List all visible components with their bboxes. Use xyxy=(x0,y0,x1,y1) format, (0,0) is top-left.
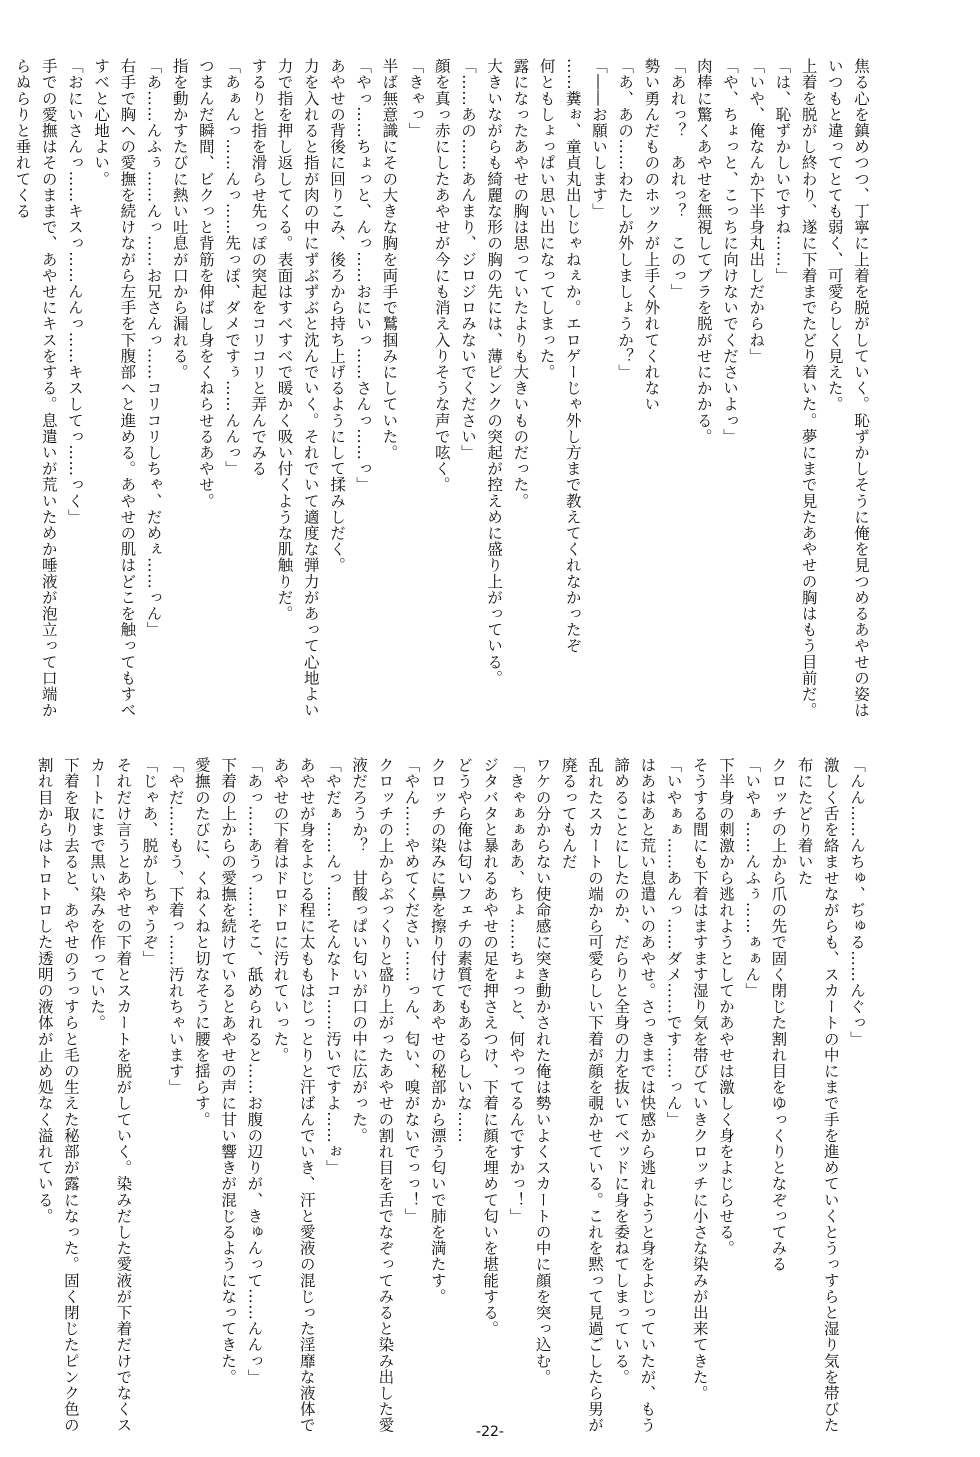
page-number: -22- xyxy=(476,1424,504,1440)
text-line: それだけ言うとあやせの下着とスカートを脱がしていく。染みだした愛液が下着だけでなくス xyxy=(114,757,133,1434)
text-line: 半ば無意識にその大きな胸を両手で鷲掴みにしていた。 xyxy=(380,58,399,461)
text-line: 何ともしょっぱい思い出になってしまった。 xyxy=(537,58,556,380)
text-line: 下着の上からの愛撫を続けているとあやせの声に甘い響きが混じるようになってきた。 xyxy=(219,757,238,1385)
text-line: あやせの下着はドロドロに汚れていった。 xyxy=(271,757,290,1063)
text-line: あやせが身をよじる程に太ももはじっとりと汗ばんでいき、汗と愛液の混じった淫靡な液体で xyxy=(297,757,316,1434)
text-line: 下着を取り去ると、あやせのうっすらと毛の生えた秘部が露になった。固く閉じたピンク色の xyxy=(61,757,80,1434)
text-line: 力を入れると指が肉の中にずぶずぶと沈んでいく。それでいて適度な弾力があって心地よい xyxy=(301,58,320,719)
text-line: らぬらりと垂れてくる xyxy=(13,58,32,219)
text-line: ……糞ぉ、童貞丸出しじゃねぇか。エロゲーじゃ外し方まで教えてくれなかったぞ xyxy=(563,58,582,654)
text-line: 「きゃっ」 xyxy=(406,58,425,139)
text-line: 「は、恥ずかしいですね……」 xyxy=(773,58,792,284)
text-line: そうする間にも下着はますます湿り気を帯びていきクロッチに小さな染みが出来てきた。 xyxy=(690,757,709,1401)
text-line: いつもと違ってとても弱く、可愛らしく見えた。 xyxy=(825,58,844,413)
text-line: 露になったあやせの胸は思っていたよりも大きいものだった。 xyxy=(511,58,530,509)
text-line: 「きゃぁぁああ、ちょ……ちょっと、何やってるんですかっ！」 xyxy=(507,757,526,1224)
text-line: 「んん……んちゅ、ぢゅる……んぐっ」 xyxy=(848,757,866,1047)
text-line: 「――お願いします」 xyxy=(589,58,608,219)
text-line: 「あれっ？ あれっ？ このっ」 xyxy=(668,58,687,300)
text-line: どうやら俺は匂いフェチの素質でもあるらしいな…… xyxy=(454,757,473,1144)
text-line: 顔を真っ赤にしたあやせが今にも消え入りそうな声で呟く。 xyxy=(432,58,451,493)
text-line: 「いや、俺なんか下半身丸出しだからね」 xyxy=(747,58,766,364)
text-line: 「……あの……あんまり、ジロジロみないでください」 xyxy=(458,58,477,461)
text-line: 「あ、あの……わたしが外しましょうか？」 xyxy=(616,58,635,380)
text-line: 廃るってもんだ xyxy=(559,757,578,870)
text-line: 布にたどり着いた xyxy=(795,757,814,886)
text-line: 手での愛撫はそのままで、あやせにキスをする。息遣いが荒いためか唾液が泡立って口端か xyxy=(39,58,58,719)
text-line: 「いやぁ……んふぅ……ぁぁん」 xyxy=(743,757,762,999)
text-line: 力で指を押し返してくる。表面はすべすべで暖かく吸い付くような肌触りだ。 xyxy=(275,58,294,622)
text-line: 「あぁんっ……んっ……先っぽ、ダメですぅ……んんっ」 xyxy=(223,58,242,477)
text-line: つまんだ瞬間、ビクっと背筋を伸ばし身をくねらせるあやせ。 xyxy=(196,58,215,509)
text-line: 液だろうか？ 甘酸っぱい匂いが口の中に広がった。 xyxy=(350,757,369,1144)
text-line: 割れ目からはトロトロした透明の液体が止め処なく溢れている。 xyxy=(35,757,54,1224)
text-line: 「やだ……もう、下着っ……汚れちゃいます」 xyxy=(166,757,185,1096)
text-line: カートにまで黒い染みを作っていた。 xyxy=(88,757,107,1031)
text-line: 「じゃあ、脱がしちゃうぞ」 xyxy=(140,757,159,967)
text-line: 肉棒に驚くあやせを無視してブラを脱がせにかかる。 xyxy=(694,58,713,445)
text-line: 諦めることにしたのか、だらりと全身の力を抜いてベッドに身を委ねてしまっている。 xyxy=(612,757,631,1385)
text-line: クロッチの上からぷっくりと盛り上がったあやせの割れ目を舌でなぞってみると染み出した愛 xyxy=(376,757,395,1434)
text-line: クロッチの上から爪の先で固く閉じた割れ目をゆっくりとなぞってみる xyxy=(769,757,788,1273)
text-block-top xyxy=(9,58,874,718)
text-line: 「やん……やめてください……っん、匂い、嗅がないでっっ！」 xyxy=(402,757,421,1224)
text-line: 激しく舌を絡ませながらも、スカートの中にまで手を進めていくとうっすらと湿り気を帯びた xyxy=(821,757,840,1434)
text-line: 「や、ちょっと、こっちに向けないでくださいよっ」 xyxy=(720,58,739,445)
text-line: 右手で胸への愛撫を続けながら左手を下腹部へと進める。あやせの肌はどこを触ってもすべ xyxy=(118,58,137,719)
text-line: 「あっ……あうっ……そこ、舐められると……お腹の辺りが、きゅんって……んんっ」 xyxy=(245,757,264,1385)
text-line: ジタバタと暴れるあやせの足を押さえつけ、下着に顔を埋めて匂いを堪能する。 xyxy=(481,757,500,1337)
text-line: クロッチの染みに鼻を擦り付けてあやせの秘部から漂う匂いで肺を満たす。 xyxy=(428,757,447,1305)
text-line: 「おにいさんっ……キスっ……んんっ……キスしてっ……っく」 xyxy=(65,58,84,525)
text-line: 上着を脱がし終わり、遂に下着までたどり着いた。夢にまで見たあやせの胸はもう目前だ。 xyxy=(799,58,818,719)
text-line: 下半身の刺激から逃れようとしてかあやせは激しく身をよじらせる。 xyxy=(716,757,735,1257)
text-line: するりと指を滑らせ先っぽの突起をコリコリと弄んでみる xyxy=(249,58,268,477)
text-line: 「あ……んふぅ……んっ……お兄さんっ……コリコリしちゃ、だめぇ……っん」 xyxy=(144,58,163,638)
text-line: 乱れたスカートの端から可愛らしい下着が顔を覗かせている。これを黙って見過ごしたら男が xyxy=(585,757,604,1434)
text-line: ワケの分からない使命感に突き動かされた俺は勢いよくスカートの中に顔を突っ込む。 xyxy=(533,757,552,1385)
text-line: 「やだぁ……んっ……そんなトコ……汚いですよ……ぉ」 xyxy=(323,757,342,1176)
text-line: あやせの背後に回りこみ、後ろから持ち上げるようにして揉みしだく。 xyxy=(327,58,346,574)
text-line: はあはあと荒い息遣いのあやせ。さっきまでは快感から逃れようと身をよじっていたが、もう xyxy=(638,757,657,1434)
text-line: 勢い勇んだもののホックが上手く外れてくれない xyxy=(642,58,661,413)
text-line: 指を動かすたびに熱い吐息が口から漏れる。 xyxy=(170,58,189,380)
text-line: 愛撫のたびに、くねくねと切なそうに腰を揺らす。 xyxy=(192,757,211,1128)
text-line: 大きいながらも綺麗な形の胸の先には、薄ピンクの突起が控えめに盛り上がっている。 xyxy=(485,58,504,686)
text-line: 焦る心を鎮めつつ、丁寧に上着を脱がしていく。恥ずかしそうに俺を見つめるあやせの姿は xyxy=(852,58,870,719)
text-line: すべと心地よい。 xyxy=(92,58,111,187)
text-line: 「いやぁぁ……あんっ……ダメ……です……っん」 xyxy=(664,757,683,1128)
text-line: 「やっ……ちょっと、んっ……おにいっ……さんっ……っ」 xyxy=(354,58,373,493)
